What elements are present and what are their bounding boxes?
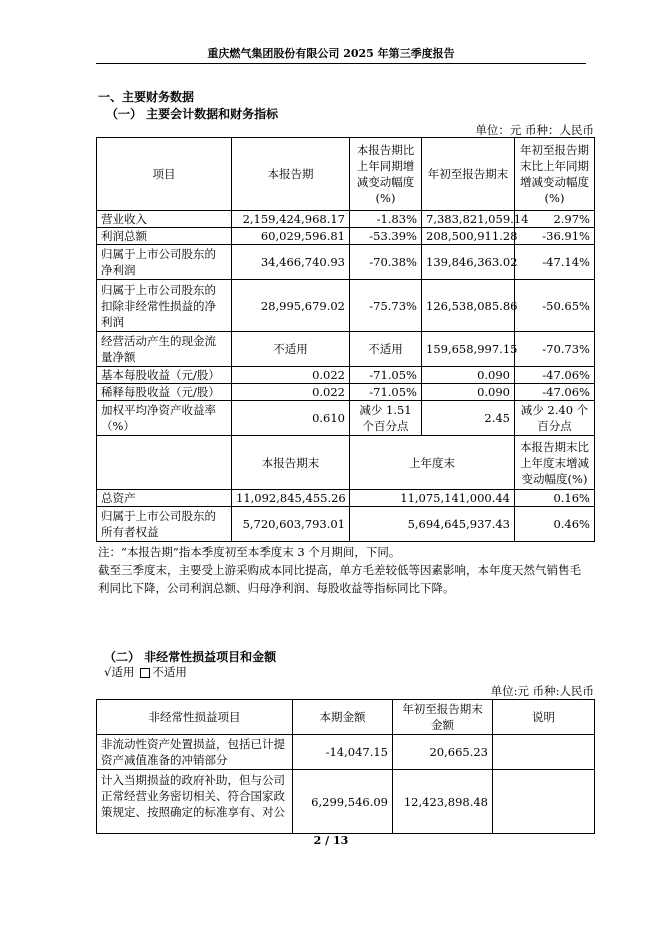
row-label: 基本每股收益（元/股） xyxy=(97,367,232,384)
cell-ytd-change: 2.97% xyxy=(515,211,595,228)
row-label: 归属于上市公司股东的所有者权益 xyxy=(97,507,232,542)
cell-period: 0.022 xyxy=(232,367,350,384)
header-ytd: 年初至报告期末 xyxy=(422,138,515,211)
cell-ytd-change: -47.14% xyxy=(515,245,595,280)
unit-label: 单位：元 币种：人民币 xyxy=(475,123,594,137)
header-end-change: 本报告期末比上年度末增减变动幅度(%) xyxy=(515,436,595,490)
row-label: 稀释每股收益（元/股） xyxy=(97,384,232,401)
table-row xyxy=(97,770,595,834)
financial-data-table xyxy=(96,137,595,542)
cell-ytd: 20,665.23 xyxy=(393,735,493,770)
cell-ytd-change: 减少 2.40 个百分点 xyxy=(515,401,595,436)
header-period-change: 本报告期比上年同期增减变动幅度(%) xyxy=(350,138,422,211)
applicability-options xyxy=(104,664,187,680)
table-subheader-row xyxy=(97,436,595,490)
cell-ytd-change: -47.06% xyxy=(515,367,595,384)
cell-period: 0.022 xyxy=(232,384,350,401)
cell-ytd: 0.090 xyxy=(422,384,515,401)
cell-period-change: -71.05% xyxy=(350,384,422,401)
cell-period-end: 5,720,603,793.01 xyxy=(232,507,350,542)
note-explanation: 截至三季度末，主要受上游采购成本同比提高，单方毛差较低等因素影响，本年度天然气销售毛利同比下降，公司利润总额、归母净利润、每股收益等指标同比下降。 xyxy=(98,563,581,595)
report-header: 重庆燃气集团股份有限公司 2025 年第三季度报告 xyxy=(207,47,455,60)
header-rule xyxy=(96,63,586,64)
cell-ytd: 208,500,911.28 xyxy=(422,228,515,245)
header-item: 项目 xyxy=(97,138,232,211)
header-current: 本期金额 xyxy=(293,700,393,735)
cell-period: 0.610 xyxy=(232,401,350,436)
cell-ytd: 2.45 xyxy=(422,401,515,436)
table-row xyxy=(97,401,595,436)
cell-period: 2,159,424,968.17 xyxy=(232,211,350,228)
subheader-blank xyxy=(97,436,232,490)
cell-period: 不适用 xyxy=(232,332,350,367)
table-row xyxy=(97,384,595,401)
row-label: 非流动性资产处置损益，包括已计提资产减值准备的冲销部分 xyxy=(97,735,293,770)
cell-ytd: 12,423,898.48 xyxy=(393,770,493,834)
unit-label-2: 单位:元 币种:人民币 xyxy=(490,684,594,698)
cell-ytd: 0.090 xyxy=(422,367,515,384)
row-label: 总资产 xyxy=(97,490,232,507)
header-ytd: 年初至报告期末金额 xyxy=(393,700,493,735)
row-label: 利润总额 xyxy=(97,228,232,245)
cell-desc xyxy=(493,735,595,770)
cell-period-end: 11,092,845,455.26 xyxy=(232,490,350,507)
cell-ytd: 139,846,363.02 xyxy=(422,245,515,280)
cell-ytd-change: -47.06% xyxy=(515,384,595,401)
sub-title-nonrecurring: （二） 非经常性损益项目和金额 xyxy=(104,650,277,664)
table-header-row xyxy=(97,138,595,211)
header-desc: 说明 xyxy=(493,700,595,735)
cell-ytd: 7,383,821,059.14 xyxy=(422,211,515,228)
sub-title: （一） 主要会计数据和财务指标 xyxy=(106,107,279,121)
table-row xyxy=(97,245,595,280)
applies-checked-option[interactable]: √适用 xyxy=(104,665,135,679)
cell-end-change: 0.16% xyxy=(515,490,595,507)
note-period-definition: 注：“本报告期”指本季度初至本季度末 3 个月期间，下同。 xyxy=(98,545,401,559)
table-row xyxy=(97,228,595,245)
row-label: 加权平均净资产收益率（%） xyxy=(97,401,232,436)
cell-period-change: 不适用 xyxy=(350,332,422,367)
row-label: 计入当期损益的政府补助，但与公司正常经营业务密切相关、符合国家政策规定、按照确定的标准享有、对公 xyxy=(97,770,293,834)
section-title: 一、主要财务数据 xyxy=(98,90,195,104)
cell-prev-year-end: 5,694,645,937.43 xyxy=(350,507,515,542)
table-row xyxy=(97,490,595,507)
cell-ytd: 159,658,997.15 xyxy=(422,332,515,367)
row-label: 归属于上市公司股东的扣除非经常性损益的净利润 xyxy=(97,280,232,332)
header-item: 非经常性损益项目 xyxy=(97,700,293,735)
cell-period-change: -75.73% xyxy=(350,280,422,332)
cell-current: -14,047.15 xyxy=(293,735,393,770)
cell-ytd-change: -70.73% xyxy=(515,332,595,367)
header-period-end: 本报告期末 xyxy=(232,436,350,490)
row-label: 营业收入 xyxy=(97,211,232,228)
table-row xyxy=(97,280,595,332)
header-period: 本报告期 xyxy=(232,138,350,211)
table-row xyxy=(97,211,595,228)
cell-end-change: 0.46% xyxy=(515,507,595,542)
table-row xyxy=(97,332,595,367)
cell-period-change: 减少 1.51 个百分点 xyxy=(350,401,422,436)
cell-period-change: -53.39% xyxy=(350,228,422,245)
cell-period: 28,995,679.02 xyxy=(232,280,350,332)
row-label: 经营活动产生的现金流量净额 xyxy=(97,332,232,367)
checkbox-icon[interactable] xyxy=(140,668,150,678)
cell-period: 60,029,596.81 xyxy=(232,228,350,245)
table-header-row xyxy=(97,700,595,735)
cell-ytd-change: -36.91% xyxy=(515,228,595,245)
cell-current: 6,299,546.09 xyxy=(293,770,393,834)
table-row xyxy=(97,735,595,770)
page-number: 2 / 13 xyxy=(313,834,349,847)
cell-ytd: 126,538,085.86 xyxy=(422,280,515,332)
row-label: 归属于上市公司股东的净利润 xyxy=(97,245,232,280)
cell-desc xyxy=(493,770,595,834)
cell-period-change: -71.05% xyxy=(350,367,422,384)
cell-period-change: -70.38% xyxy=(350,245,422,280)
cell-period: 34,466,740.93 xyxy=(232,245,350,280)
header-prev-year-end: 上年度末 xyxy=(350,436,515,490)
cell-period-change: -1.83% xyxy=(350,211,422,228)
table-row xyxy=(97,367,595,384)
table-row xyxy=(97,507,595,542)
not-applies-option[interactable]: 不适用 xyxy=(152,665,187,679)
nonrecurring-items-table xyxy=(96,699,595,834)
cell-ytd-change: -50.65% xyxy=(515,280,595,332)
header-ytd-change: 年初至报告期末比上年同期增减变动幅度(%) xyxy=(515,138,595,211)
cell-prev-year-end: 11,075,141,000.44 xyxy=(350,490,515,507)
